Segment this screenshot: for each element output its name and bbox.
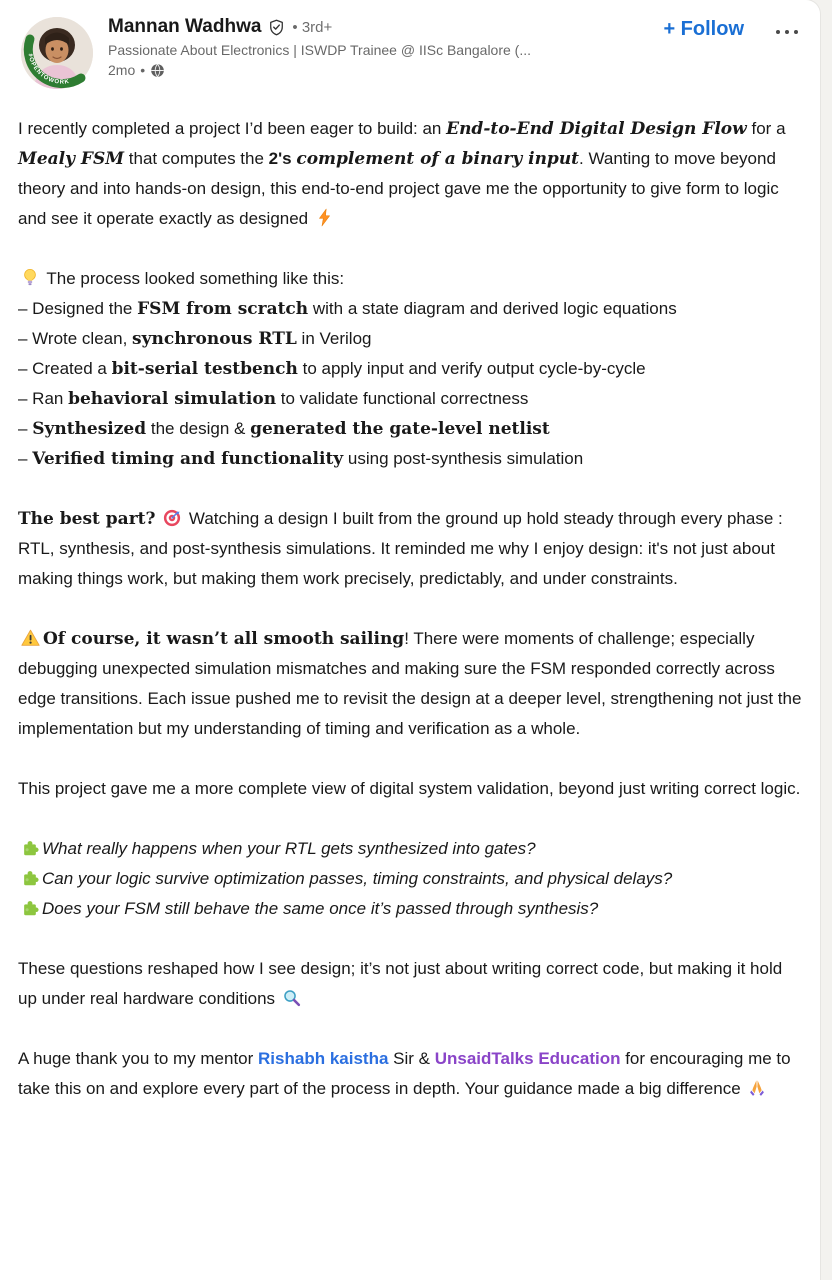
text-run: that computes the bbox=[124, 149, 269, 168]
author-name[interactable]: Mannan Wadhwa bbox=[108, 16, 262, 37]
post-line bbox=[18, 294, 802, 324]
author-block bbox=[108, 14, 655, 78]
text-run: ! There were moments of challenge; especially debugging unexpected simulation mismatches and making sure the FSM responded correctly across edge transitions. Each issue pushed me to revisit the design at a deeper level, strengthening not just the implementation but my understanding of timing and verification as a whole. bbox=[18, 629, 802, 738]
post-line bbox=[18, 774, 802, 804]
text-run: FSM from scratch bbox=[137, 299, 309, 319]
text-run: with a state diagram and derived logic equations bbox=[308, 299, 677, 318]
text-run: synchronous RTL bbox=[132, 329, 297, 349]
post-meta bbox=[108, 62, 655, 78]
lightning-icon bbox=[316, 208, 333, 227]
ellipsis-icon bbox=[774, 28, 800, 36]
post-body bbox=[18, 114, 802, 1104]
text-run: Synthesized bbox=[32, 419, 147, 439]
post-line bbox=[18, 324, 802, 354]
post-line bbox=[18, 354, 802, 384]
post-time: 2mo bbox=[108, 62, 136, 78]
puzzle-icon bbox=[21, 899, 39, 917]
text-run: – bbox=[18, 419, 33, 438]
text-run: Mealy FSM bbox=[18, 149, 125, 169]
post-paragraph bbox=[18, 504, 802, 594]
connection-degree: • 3rd+ bbox=[292, 18, 333, 36]
mention-link[interactable]: Rishabh kaistha bbox=[258, 1049, 389, 1068]
text-run: A huge thank you to my mentor bbox=[18, 1049, 259, 1068]
text-run: Sir & bbox=[388, 1049, 435, 1068]
post-line bbox=[18, 114, 802, 234]
post-line bbox=[18, 264, 802, 294]
text-run: – Wrote clean, bbox=[18, 329, 133, 348]
header-actions bbox=[663, 14, 802, 45]
post-paragraph bbox=[18, 954, 802, 1014]
text-run: Does your FSM still behave the same once it’s passed through synthesis? bbox=[42, 899, 599, 918]
text-run: the design & bbox=[146, 419, 251, 438]
text-run: generated the gate-level netlist bbox=[250, 419, 550, 439]
author-headline: Passionate About Electronics | ISWDP Trainee @ IISc Bangalore (... bbox=[108, 42, 532, 58]
text-run: What really happens when your RTL gets synthesized into gates? bbox=[42, 839, 536, 858]
post-header bbox=[18, 14, 802, 92]
verified-badge-icon bbox=[268, 19, 285, 36]
bulb-icon bbox=[21, 268, 39, 287]
post-paragraph bbox=[18, 834, 802, 924]
text-run: I recently completed a project I’d been eager to build: an bbox=[18, 119, 447, 138]
avatar[interactable] bbox=[18, 14, 96, 92]
post-paragraph bbox=[18, 624, 802, 744]
post-line bbox=[18, 444, 802, 474]
post-line bbox=[18, 414, 802, 444]
post-line bbox=[18, 954, 802, 1014]
post-line bbox=[18, 864, 802, 894]
text-run: behavioral simulation bbox=[68, 389, 277, 409]
text-run: . Wanting to move beyond theory and into hands-on design, this end-to-end project gave me the opportunity to give form to logic and see it operate exactly as designed bbox=[18, 149, 779, 228]
text-run: The best part? bbox=[18, 509, 156, 529]
text-run: for a bbox=[746, 119, 786, 138]
follow-button[interactable]: + Follow bbox=[663, 18, 744, 40]
folded-hands-icon bbox=[748, 1079, 766, 1097]
text-run: The process looked something like this: bbox=[42, 269, 345, 288]
magnifier-icon bbox=[283, 989, 301, 1007]
post-paragraph bbox=[18, 774, 802, 804]
globe-icon bbox=[150, 63, 165, 78]
post-paragraph bbox=[18, 1044, 802, 1104]
post-paragraph bbox=[18, 114, 802, 234]
text-run: This project gave me a more complete view of digital system validation, beyond just writing correct logic. bbox=[18, 779, 801, 798]
meta-separator: • bbox=[140, 62, 146, 78]
text-run: Can your logic survive optimization passes, timing constraints, and physical delays? bbox=[42, 869, 673, 888]
text-run: Of course, it wasn’t all smooth sailing bbox=[43, 629, 405, 649]
text-run: – Created a bbox=[18, 359, 112, 378]
text-run: in Verilog bbox=[296, 329, 372, 348]
puzzle-icon bbox=[21, 869, 39, 887]
more-options-button[interactable] bbox=[772, 18, 802, 45]
puzzle-icon bbox=[21, 839, 39, 857]
dart-icon bbox=[163, 509, 181, 527]
post-line bbox=[18, 384, 802, 414]
text-run: to apply input and verify output cycle-by-cycle bbox=[297, 359, 646, 378]
mention-link[interactable]: UnsaidTalks Education bbox=[434, 1049, 621, 1068]
text-run: – Ran bbox=[18, 389, 69, 408]
avatar-image bbox=[18, 14, 96, 92]
text-run: 2's bbox=[268, 149, 292, 168]
warning-icon bbox=[21, 629, 40, 647]
text-run: – bbox=[18, 449, 33, 468]
post-line bbox=[18, 894, 802, 924]
text-run bbox=[155, 509, 160, 528]
text-run: for encouraging me to take this on and explore every part of the process in depth. Your guidance made a big difference bbox=[18, 1049, 791, 1098]
post-paragraph bbox=[18, 264, 802, 474]
text-run: Verified timing and functionality bbox=[32, 449, 344, 469]
text-run: These questions reshaped how I see design; it’s not just about writing correct code, but making it hold up under real hardware conditions bbox=[18, 959, 783, 1008]
text-run: using post-synthesis simulation bbox=[343, 449, 584, 468]
text-run: End-to-End Digital Design Flow bbox=[446, 119, 747, 139]
text-run: complement of a binary input bbox=[296, 149, 580, 169]
text-run: bit-serial testbench bbox=[111, 359, 298, 379]
post-line bbox=[18, 1044, 802, 1104]
post-line bbox=[18, 504, 802, 594]
post-line bbox=[18, 624, 802, 744]
post-line bbox=[18, 834, 802, 864]
text-run: – Designed the bbox=[18, 299, 138, 318]
avatar-frame-text: #OPENTOWORK bbox=[26, 53, 71, 86]
text-run: to validate functional correctness bbox=[276, 389, 529, 408]
text-run: Watching a design I built from the ground up hold steady through every phase : RTL, synthesis, and post-synthesis simulations. It reminded me why I enjoy design: it's not just about making things work, but making them work precisely, predictably, and under constraints. bbox=[18, 509, 783, 588]
